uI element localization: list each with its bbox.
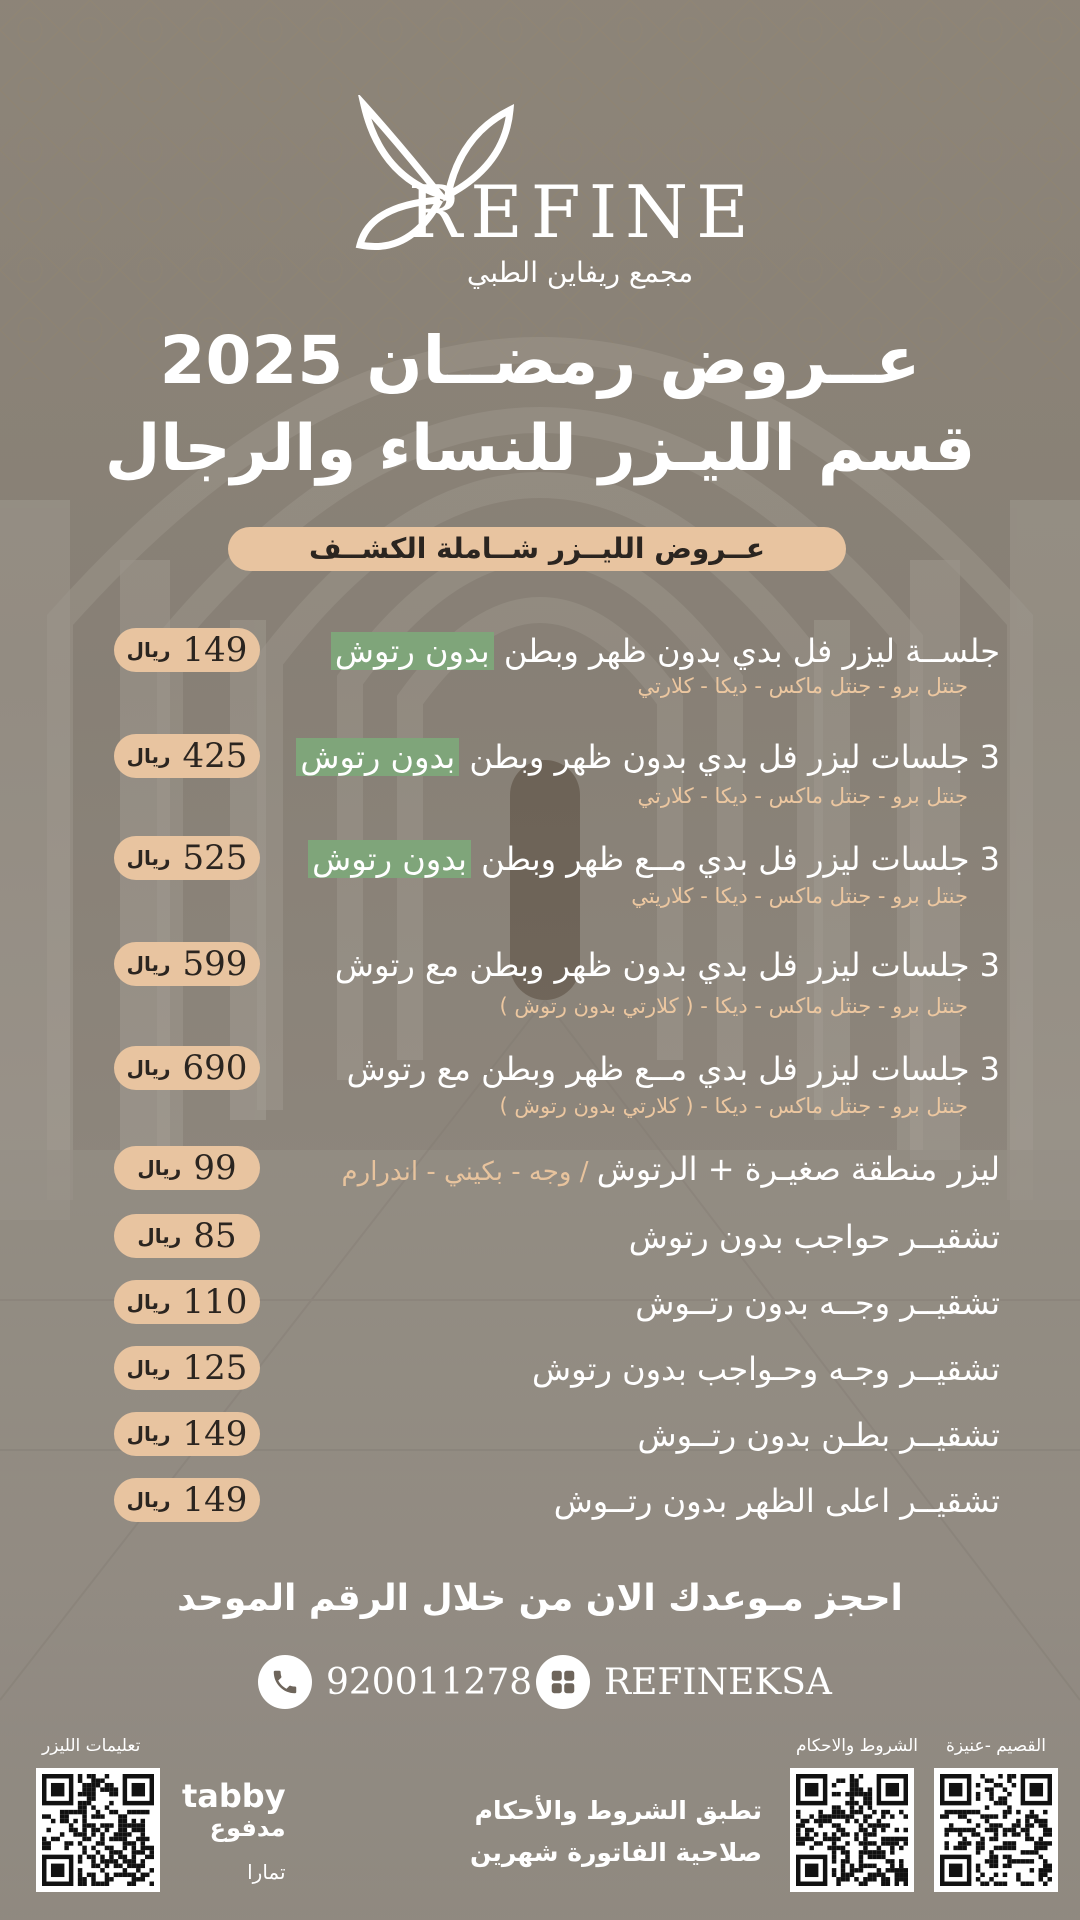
invoice-validity-text: صلاحية الفاتورة شهرين — [469, 1838, 762, 1867]
offer-title-text: تشقيــر اعلى الظهر بدون رتــوش — [553, 1482, 1000, 1520]
currency-label: ريال — [126, 1422, 171, 1446]
offer-title-text: ليزر منطقة صغيـرة + الرتوش — [596, 1150, 1000, 1188]
offer-title — [342, 1150, 1000, 1188]
price-value: 425 — [182, 736, 248, 776]
tamara-logo: تمارا — [247, 1860, 286, 1884]
offer-title-text: تشقيــر وجـه وحـواجب بدون رتوش — [532, 1350, 1000, 1388]
currency-label: ريال — [126, 1488, 171, 1512]
currency-label: ريال — [126, 1356, 171, 1380]
offer-title — [296, 738, 1000, 776]
logo-wordmark: REFINE — [408, 170, 757, 254]
tabby-arabic: مدفوع — [209, 1814, 286, 1842]
currency-label: ريال — [126, 846, 171, 870]
offer-areas: / وجه - بكيني - اندرارم — [341, 1157, 597, 1187]
offers-banner: عــروض الليــزر شــاملة الكشــف — [228, 527, 846, 571]
price-badge — [114, 836, 260, 880]
price-value: 149 — [182, 1480, 248, 1520]
offer-title — [638, 1416, 1000, 1454]
currency-label: ريال — [126, 744, 171, 768]
qr-laser-label: تعليمات الليزر — [42, 1736, 141, 1756]
price-value: 149 — [182, 1414, 248, 1454]
offer-title-text: 3 جلسات ليزر فل بدي بدون ظهر وبطن — [469, 738, 1000, 776]
social-icon — [536, 1655, 590, 1709]
price-value: 99 — [193, 1148, 237, 1188]
price-value: 149 — [182, 630, 248, 670]
offer-title-text: 3 جلسات ليزر فل بدي بدون ظهر وبطن مع رتوش — [334, 946, 1000, 984]
phone-icon — [258, 1655, 312, 1709]
tabby-logo: tabby — [182, 1777, 286, 1815]
page-subtitle: قسم الليـزر للنساء والرجال — [104, 412, 976, 486]
price-badge — [114, 1214, 260, 1258]
currency-label: ريال — [137, 1224, 182, 1248]
qr-code-laser[interactable] — [36, 1768, 160, 1892]
price-value: 690 — [182, 1048, 248, 1088]
social-handle: REFINEKSA — [604, 1661, 832, 1703]
currency-label: ريال — [126, 1056, 171, 1080]
price-badge — [114, 734, 260, 778]
offer-title-text: تشقيــر بطـن بدون رتــوش — [637, 1416, 1000, 1454]
phone-contact[interactable] — [258, 1654, 532, 1710]
price-badge — [114, 1412, 260, 1456]
price-value: 110 — [182, 1282, 248, 1322]
price-value: 85 — [193, 1216, 237, 1256]
offer-title — [554, 1482, 1000, 1520]
offer-title — [629, 1218, 1000, 1256]
offer-title-text: جلســة ليزر فل بدي بدون ظهر وبطن — [503, 632, 1000, 670]
payment-logos — [182, 1777, 286, 1884]
currency-label: ريال — [126, 1290, 171, 1314]
offer-title-text: تشقيــر وجــه بدون رتــوش — [635, 1284, 1000, 1322]
offer-devices: جنتل برو - جنتل ماكس - ديكا - ( كلارتي بدون رتوش ) — [499, 1094, 968, 1118]
offer-title — [347, 1050, 1000, 1088]
logo-arabic-name: مجمع ريفاين الطبي — [466, 256, 694, 289]
price-badge — [114, 1346, 260, 1390]
price-badge — [114, 1046, 260, 1090]
offer-title-text: 3 جلسات ليزر فل بدي مــع ظهر وبطن مع رتوش — [346, 1050, 1000, 1088]
terms-text: تطبق الشروط والأحكام — [474, 1796, 762, 1825]
offer-title — [635, 1284, 1000, 1322]
offer-title — [335, 946, 1000, 984]
offer-devices: جنتل برو - جنتل ماكس - ديكا - ( كلارتي بدون رتوش ) — [499, 994, 968, 1018]
social-contact[interactable] — [536, 1654, 832, 1710]
currency-label: ريال — [126, 638, 171, 662]
price-badge — [114, 628, 260, 672]
currency-label: ريال — [137, 1156, 182, 1180]
offer-title-text: 3 جلسات ليزر فل بدي مــع ظهر وبطن — [481, 840, 1000, 878]
booking-text: احجز مـوعدك الان من خلال الرقم الموحد — [177, 1578, 903, 1619]
offer-title — [532, 1350, 1000, 1388]
offer-title — [331, 632, 1000, 670]
qr-code-location[interactable] — [934, 1768, 1058, 1892]
qr-code-terms[interactable] — [790, 1768, 914, 1892]
offer-highlight: بدون رتوش — [308, 840, 471, 878]
offer-devices: جنتل برو - جنتل ماكس - ديكا - كلارتي — [637, 674, 968, 698]
qr-terms-label: الشروط والاحكام — [796, 1736, 919, 1756]
price-badge — [114, 1146, 260, 1190]
price-value: 525 — [182, 838, 248, 878]
price-badge — [114, 1478, 260, 1522]
price-badge — [114, 942, 260, 986]
offer-devices: جنتل برو - جنتل ماكس - ديكا - كلارتي — [637, 784, 968, 808]
offer-highlight: بدون رتوش — [296, 738, 459, 776]
price-value: 125 — [182, 1348, 248, 1388]
offer-title — [308, 840, 1000, 878]
offer-devices: جنتل برو - جنتل ماكس - ديكا - كلاريتي — [631, 884, 968, 908]
price-value: 599 — [182, 944, 248, 984]
page-title: عــروض رمضــان 2025 — [159, 322, 921, 399]
qr-location-label: القصيم -عنيزة — [946, 1736, 1046, 1756]
currency-label: ريال — [126, 952, 171, 976]
phone-number: 920011278 — [326, 1661, 533, 1703]
price-badge — [114, 1280, 260, 1324]
offer-title-text: تشقيــر حواجب بدون رتوش — [628, 1218, 1000, 1256]
offer-highlight: بدون رتوش — [331, 632, 494, 670]
